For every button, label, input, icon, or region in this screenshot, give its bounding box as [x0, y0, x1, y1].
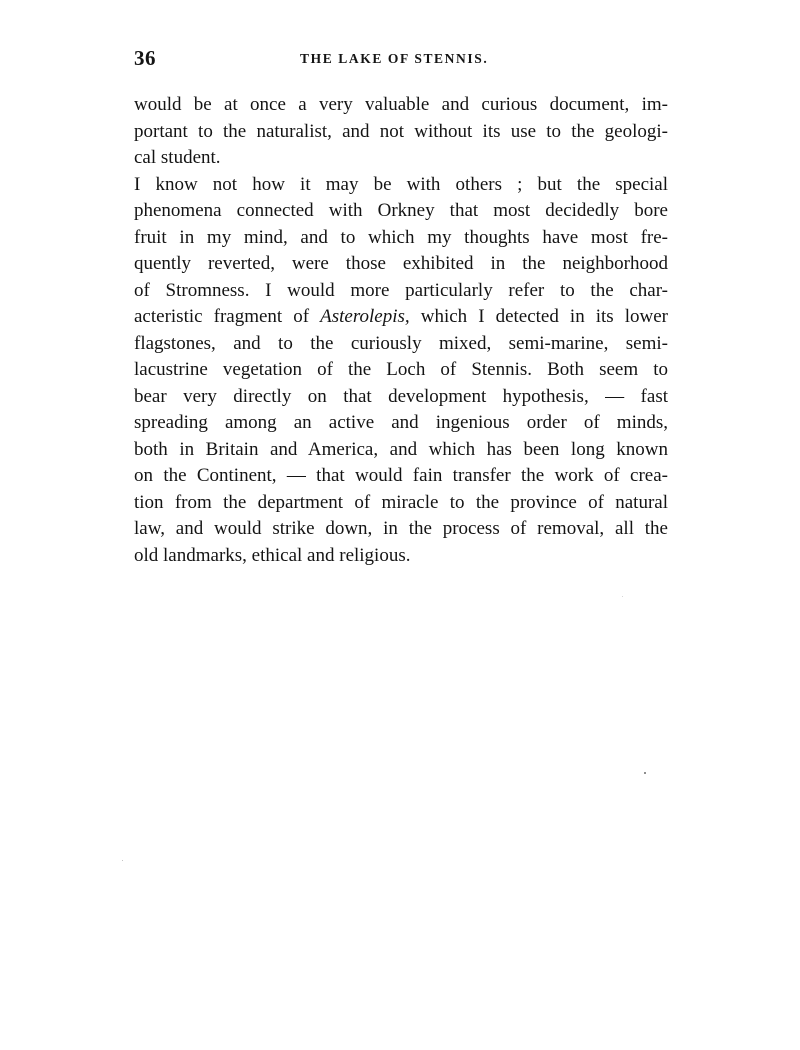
text-line: of Stromness. I would more particularly refer to the char-	[134, 279, 668, 301]
running-title: THE LAKE OF STENNIS.	[300, 51, 489, 66]
text-line: law, and would strike down, in the process of removal, all the	[134, 518, 668, 539]
text-line: both in Britain and America, and which has been long known	[134, 438, 668, 460]
text-segment: acteristic fragment of	[134, 306, 321, 327]
text-line-with-italic	[134, 304, 668, 331]
text-line: bear very directly on that development hypothesis, — fast	[134, 385, 668, 407]
paper-speck	[122, 860, 123, 861]
italic-term-asterolepis: Asterolepis,	[320, 306, 410, 327]
running-head	[134, 46, 668, 72]
body-text	[134, 92, 668, 569]
text-line: I know not how it may be with others ; but the special	[134, 173, 668, 195]
text-line: on the Continent, — that would fain transfer the work of crea-	[134, 465, 668, 486]
text-line: phenomena connected with Orkney that most decidedly bore	[134, 200, 668, 221]
text-line: flagstones, and to the curiously mixed, semi-marine, semi-	[134, 332, 668, 354]
text-line: portant to the naturalist, and not without its use to the geologi-	[134, 120, 668, 142]
paragraph-2	[134, 172, 668, 570]
text-line: tion from the department of miracle to the province of natural	[134, 491, 668, 513]
paper-speck	[622, 596, 623, 597]
text-line: quently reverted, were those exhibited in the neighborhood	[134, 253, 668, 274]
text-segment: which I detected in its lower	[409, 306, 668, 327]
paragraph-1	[134, 92, 668, 172]
page-number: 36	[134, 46, 156, 70]
text-line: old landmarks, ethical and religious.	[134, 544, 411, 566]
text-line: cal student.	[134, 147, 221, 168]
text-line: fruit in my mind, and to which my thoughts have most fre-	[134, 226, 668, 248]
text-line: lacustrine vegetation of the Loch of Stennis. Both seem to	[134, 359, 668, 380]
text-line: would be at once a very valuable and curious document, im-	[134, 94, 668, 115]
paper-speck	[644, 772, 646, 774]
text-line: spreading among an active and ingenious order of minds,	[134, 412, 668, 433]
